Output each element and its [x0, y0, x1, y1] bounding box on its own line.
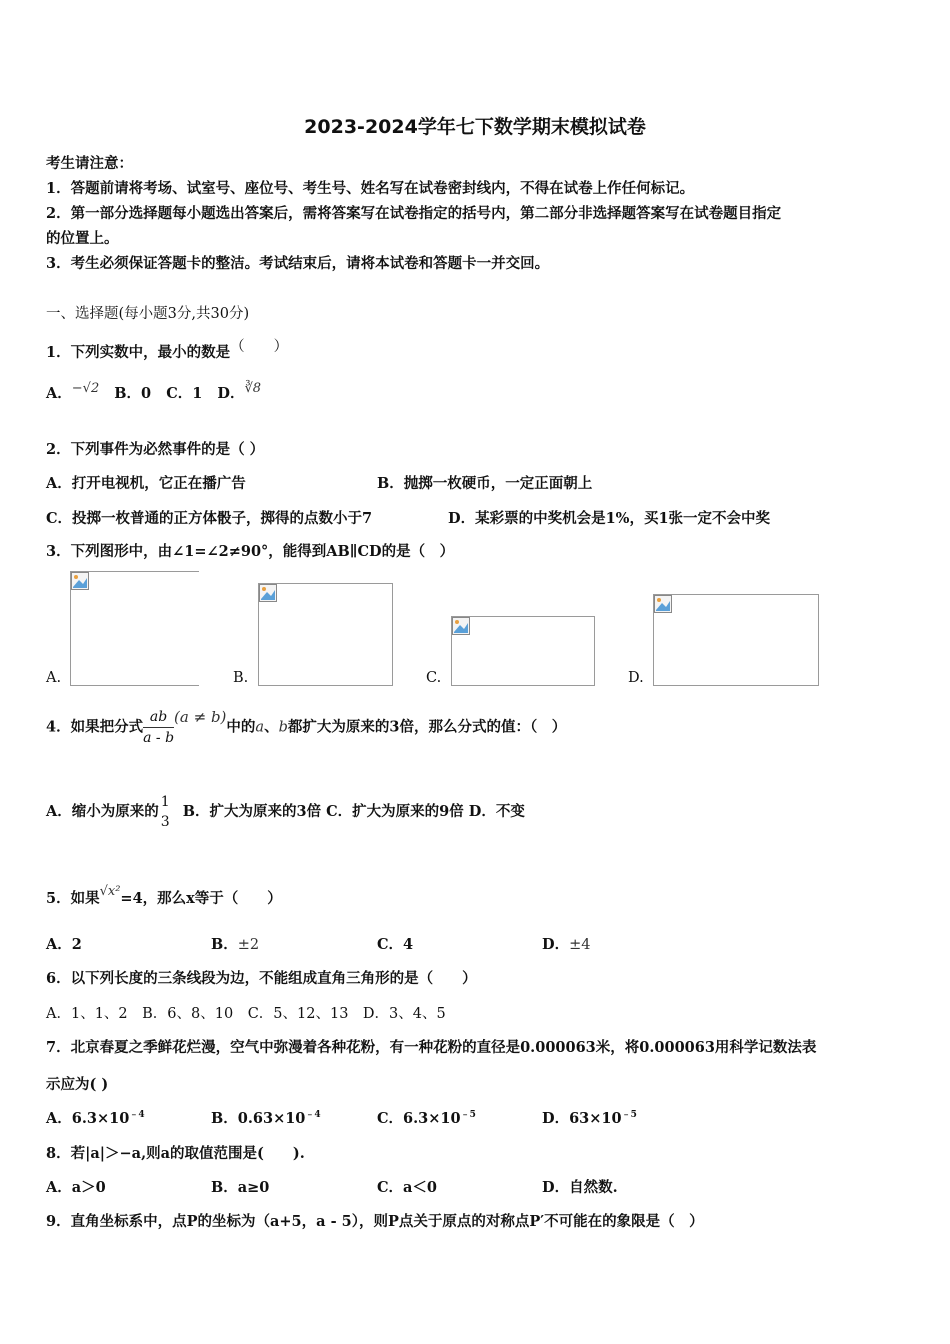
q4-sep: 、 [264, 718, 279, 736]
q2-option-d: D．某彩票的中奖机会是1%，买1张一定不会中奖 [448, 510, 771, 527]
q2-option-c: C．投掷一枚普通的正方体骰子，掷得的点数小于7 [46, 510, 373, 527]
broken-image-icon [452, 617, 470, 635]
q6-options: A．1、1、2 B．6、8、10 C．5、12、13 D．3、4、5 [46, 1006, 446, 1022]
q7-option-c-exp: ﹣5 [460, 1110, 476, 1121]
q8-option-c: C．a＜0 [377, 1179, 438, 1196]
q3-figure-c [451, 616, 595, 686]
q7-option-b [211, 1107, 321, 1128]
broken-image-icon [259, 584, 277, 602]
question-4-options [46, 792, 525, 832]
page-title: 2023-2024学年七下数学期末模拟试卷 [304, 116, 646, 138]
q3-figure-a [70, 571, 199, 686]
q3-figure-b [258, 583, 393, 686]
q8-option-a: A．a＞0 [46, 1179, 106, 1196]
q1-option-d-math: ∛8 [244, 381, 262, 396]
q5-option-b [211, 933, 259, 954]
q4-post: 都扩大为原来的3倍，那么分式的值：（ ） [287, 718, 567, 736]
question-8-stem: 8．若|a|＞−a,则a的取值范围是( ). [46, 1145, 305, 1162]
q7-option-a-exp: ﹣4 [129, 1110, 145, 1121]
q4-fraction-denominator: a - b [143, 730, 175, 746]
q5-option-a: A．2 [46, 936, 82, 953]
q3-figure-d [653, 594, 819, 686]
q7-option-b-base: B．0.63×10 [211, 1110, 306, 1127]
q5-option-d [542, 933, 590, 954]
q5-option-b-label: B． [211, 936, 238, 953]
q1-option-d-label: D． [217, 385, 245, 402]
q4-option-a: A．缩小为原来的 [46, 803, 159, 820]
q4-pre: 4．如果把分式 [46, 718, 144, 736]
q4-options-rest: B．扩大为原来的3倍 C．扩大为原来的9倍 D．不变 [182, 803, 525, 820]
q7-option-a [46, 1107, 145, 1128]
question-1-options [46, 382, 261, 403]
q4-condition: (a ≠ b) [174, 707, 227, 726]
question-7-stem: 7．北京春夏之季鲜花烂漫，空气中弥漫着各种花粉，有一种花粉的直径是0.000063米，将0.000063用科学记数法表 [46, 1039, 817, 1056]
q1-option-b: B．0 [114, 385, 152, 402]
q3-label-a: A. [46, 670, 62, 686]
q2-option-a: A．打开电视机，它正在播广告 [46, 475, 246, 492]
q4-fraction [143, 707, 174, 748]
q7-option-c [377, 1107, 476, 1128]
q4-one-third-num: 1 [160, 794, 170, 810]
q5-option-b-math: ±2 [237, 937, 260, 953]
notice-item-2-cont: 的位置上。 [46, 230, 119, 247]
q4-one-third [159, 792, 172, 832]
q7-option-d-base: D．63×10 [542, 1110, 622, 1127]
notice-item-2: 2．第一部分选择题每小题选出答案后，需将答案写在试卷指定的括号内，第二部分非选择题答案写在试卷题目指定 [46, 205, 782, 222]
q7-option-d-exp: ﹣5 [621, 1110, 637, 1121]
q5-sqrt: √x² [99, 884, 121, 899]
q1-paren: （ ） [230, 339, 289, 355]
question-1-stem [46, 341, 288, 362]
q7-option-d [542, 1107, 637, 1128]
notice-heading: 考生请注意： [46, 155, 133, 172]
q7-option-c-base: C．6.3×10 [377, 1110, 461, 1127]
question-3-stem: 3．下列图形中，由∠1=∠2≠90°，能得到AB∥CD的是（ ） [46, 543, 455, 560]
broken-image-icon [71, 572, 89, 590]
q4-var-b: b [278, 719, 288, 736]
q5-option-c: C．4 [377, 936, 414, 953]
q8-option-d: D．自然数. [542, 1179, 618, 1196]
q3-label-b: B. [233, 670, 249, 686]
q1-option-a-math: −√2 [71, 381, 100, 396]
q2-option-b: B．抛掷一枚硬币，一定正面朝上 [377, 475, 593, 492]
q7-option-a-base: A．6.3×10 [46, 1110, 130, 1127]
q3-label-c: C. [426, 670, 442, 686]
q4-fraction-numerator: ab [143, 707, 174, 728]
q5-pre: 5．如果 [46, 890, 100, 907]
section-heading: 一、选择题(每小题3分,共30分) [46, 306, 250, 322]
q5-option-d-math: ±4 [569, 937, 591, 953]
q7-option-b-exp: ﹣4 [305, 1110, 321, 1121]
q5-option-d-label: D． [542, 936, 570, 953]
q4-one-third-den: 3 [160, 814, 170, 830]
q8-option-b: B．a≥0 [211, 1179, 270, 1196]
broken-image-icon [654, 595, 672, 613]
q3-label-d: D. [628, 670, 644, 686]
question-5-stem [46, 884, 282, 908]
question-7-stem-cont: 示应为( ) [46, 1076, 109, 1093]
question-2-stem: 2．下列事件为必然事件的是（ ） [46, 441, 265, 458]
q4-mid: 中的 [226, 718, 256, 736]
notice-item-1: 1．答题前请将考场、试室号、座位号、考生号、姓名写在试卷密封线内，不得在试卷上作任何标记。 [46, 180, 695, 197]
notice-item-3: 3．考生必须保证答题卡的整洁。考试结束后，请将本试卷和答题卡一并交回。 [46, 255, 550, 272]
q1-option-a-label: A． [46, 385, 72, 402]
q5-post: =4，那么x等于（ ） [120, 890, 282, 907]
q1-option-c: C．1 [166, 385, 203, 402]
question-6-stem: 6．以下列长度的三条线段为边，不能组成直角三角形的是（ ） [46, 970, 477, 987]
q4-var-a: a [255, 719, 265, 736]
question-9-stem: 9．直角坐标系中，点P的坐标为（a+5，a - 5），则P点关于原点的对称点P′不可能在的象限是（ ） [46, 1213, 704, 1230]
question-4-stem [46, 707, 566, 748]
q1-text: 1．下列实数中，最小的数是 [46, 344, 231, 361]
